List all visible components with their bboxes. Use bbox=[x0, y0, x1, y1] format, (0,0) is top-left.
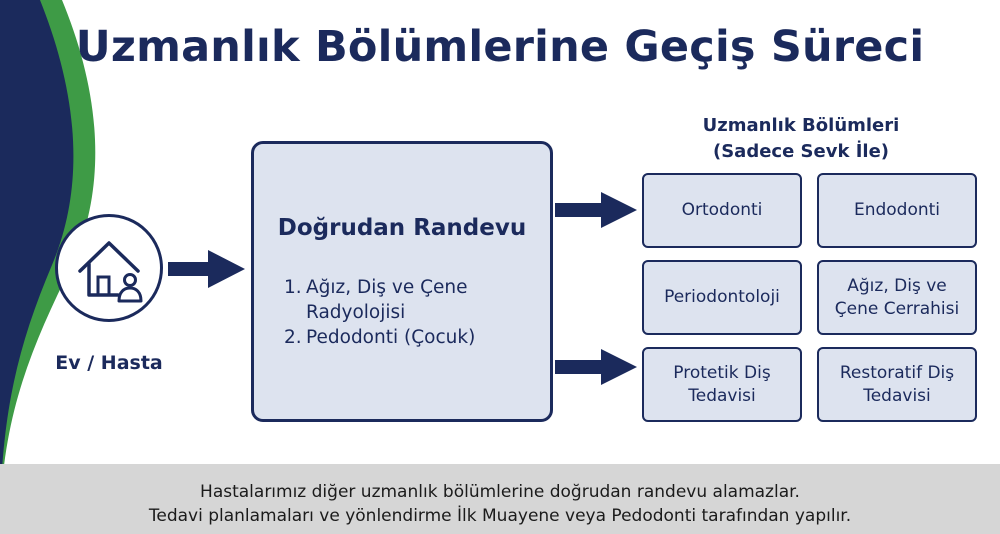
specialties-heading-line: (Sadece Sevk İle) bbox=[712, 141, 890, 162]
card-label-line: Restoratif Diş bbox=[839, 362, 955, 383]
card-label-line: Ağız, Diş ve bbox=[847, 275, 947, 296]
page-title: Uzmanlık Bölümlerine Geçiş Süreci bbox=[75, 22, 925, 72]
list-item-line: Ağız, Diş ve Çene bbox=[306, 277, 468, 298]
direct-appointment-title: Doğrudan Randevu bbox=[277, 215, 527, 241]
specialties-heading-line: Uzmanlık Bölümleri bbox=[702, 115, 900, 136]
list-item-text bbox=[306, 275, 468, 325]
arrow-direct-to-ortodonti bbox=[555, 192, 637, 228]
card-label-line: Çene Cerrahisi bbox=[834, 298, 960, 319]
direct-appointment-list bbox=[284, 275, 544, 350]
card-label: Endodonti bbox=[853, 200, 941, 220]
list-item bbox=[284, 325, 544, 350]
list-item-text: Pedodonti (Çocuk) bbox=[306, 327, 476, 348]
card-label: Ortodonti bbox=[681, 200, 763, 220]
specialty-card-protetik bbox=[642, 347, 802, 422]
specialty-card-periodontoloji bbox=[642, 260, 802, 335]
card-label: Periodontoloji bbox=[664, 287, 780, 307]
card-label-line: Tedavisi bbox=[863, 385, 931, 406]
card-label bbox=[673, 362, 770, 408]
list-item-number: 1. bbox=[284, 277, 302, 298]
specialty-card-ortodonti bbox=[642, 173, 802, 248]
direct-appointment-box bbox=[251, 141, 553, 422]
card-label-line: Protetik Diş bbox=[673, 362, 771, 383]
source-node-label: Ev / Hasta bbox=[55, 352, 163, 374]
specialty-card-cerrahi bbox=[817, 260, 977, 335]
specialty-card-endodonti bbox=[817, 173, 977, 248]
footer-line-2: Tedavi planlamaları ve yönlendirme İlk Muayene veya Pedodonti tarafından yapılır. bbox=[148, 506, 852, 526]
arrow-home-to-direct bbox=[168, 250, 245, 288]
footer-line-1: Hastalarımız diğer uzmanlık bölümlerine doğrudan randevu alamazlar. bbox=[200, 482, 800, 502]
specialties-heading bbox=[676, 113, 926, 165]
list-item-number: 2. bbox=[284, 327, 302, 348]
specialty-card-restoratif bbox=[817, 347, 977, 422]
card-label-line: Tedavisi bbox=[688, 385, 756, 406]
list-item bbox=[284, 275, 544, 325]
card-label bbox=[835, 275, 959, 321]
footer-note bbox=[0, 464, 1000, 534]
arrow-direct-to-protetik bbox=[555, 349, 637, 385]
list-item-line: Radyolojisi bbox=[306, 302, 406, 323]
card-label bbox=[840, 362, 954, 408]
